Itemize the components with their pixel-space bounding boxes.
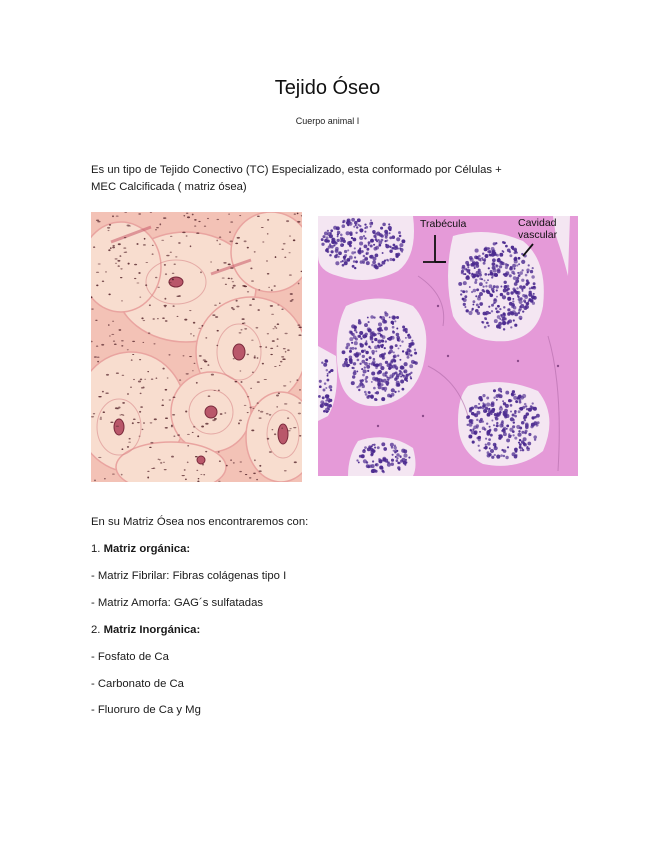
intro-paragraph xyxy=(91,162,561,196)
intro-line-1: Es un tipo de Tejido Conectivo (TC) Especializado, esta conformado por Células + xyxy=(91,164,502,176)
page-subtitle: Cuerpo animal I xyxy=(295,116,360,126)
inorganic-heading-text: Matriz Inorgánica: xyxy=(103,624,201,636)
inorganic-item-2: - Carbonato de Ca xyxy=(91,678,184,690)
intro-line-2: MEC Calcificada ( matriz ósea) xyxy=(91,181,247,193)
inorganic-item-1: - Fosfato de Ca xyxy=(91,651,169,663)
organic-heading-text: Matriz orgánica: xyxy=(103,543,191,555)
organic-item-1: - Matriz Fibrilar: Fibras colágenas tipo I xyxy=(91,570,287,582)
inorganic-item-3: - Fluoruro de Ca y Mg xyxy=(91,704,201,716)
organic-item-2: - Matriz Amorfa: GAG´s sulfatadas xyxy=(91,597,264,609)
inorganic-heading xyxy=(91,624,200,636)
compact-bone-micrograph xyxy=(91,212,302,482)
organic-heading xyxy=(91,543,190,555)
page-title: Tejido Óseo xyxy=(274,77,381,99)
spongy-bone-micrograph xyxy=(318,216,578,476)
inorganic-number: 2. xyxy=(91,624,101,636)
matrix-intro: En su Matriz Ósea nos encontraremos con: xyxy=(91,516,309,528)
organic-number: 1. xyxy=(91,543,101,555)
label-cavidad-line-2: vascular xyxy=(518,229,558,241)
label-trabecula: Trabécula xyxy=(420,218,467,230)
label-cavidad-line-1: Cavidad xyxy=(518,217,557,229)
